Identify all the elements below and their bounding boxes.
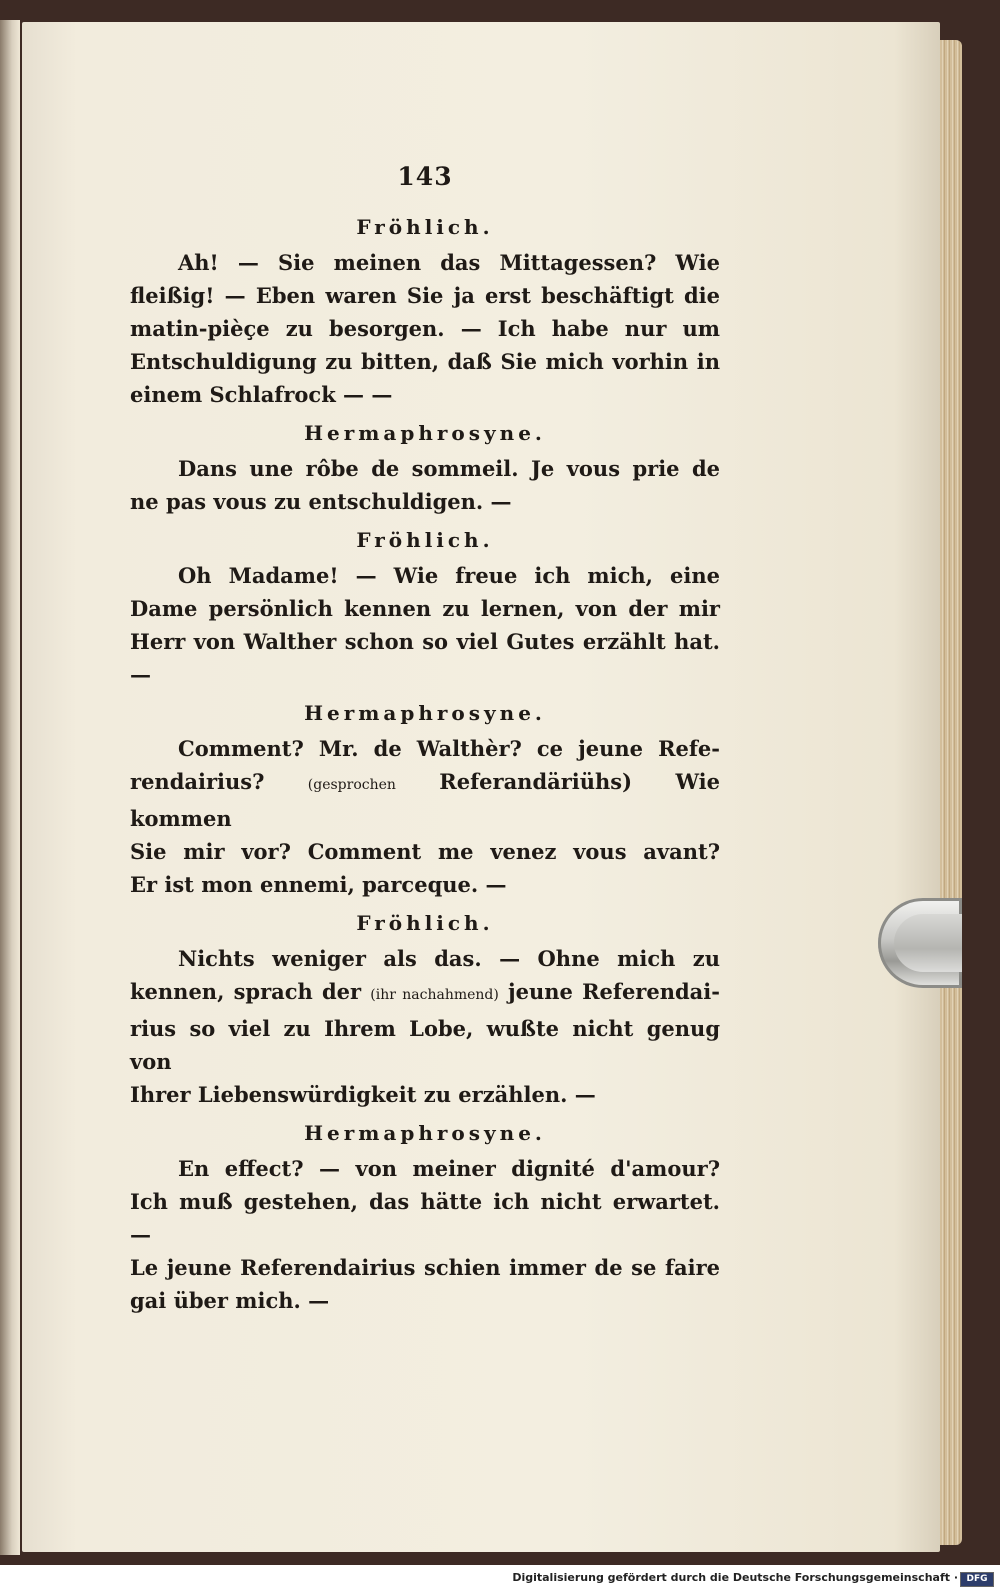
text-line: Er ist mon ennemi, parceque. — — [130, 872, 507, 897]
dialogue-paragraph — [130, 732, 720, 901]
dialogue-paragraph — [130, 1152, 720, 1317]
text-line: Herr von Walther schon so viel Gutes erzählt hat. — — [130, 629, 720, 687]
text-line: Dame persönlich kennen zu lernen, von der mir — [130, 596, 720, 621]
text-line: Sie mir vor? Comment me venez vous avant? — [130, 839, 720, 864]
text-line: matin-pièçe zu besorgen. — Ich habe nur um — [130, 316, 720, 341]
dialogue-paragraph — [130, 559, 720, 691]
speaker-name: Hermaphrosyne. — [304, 1121, 546, 1145]
footer — [0, 1569, 1000, 1589]
dialogue-paragraph — [130, 452, 720, 518]
text-line: fleißig! — Eben waren Sie ja erst beschäftigt die — [130, 283, 720, 308]
page-number: 143 — [397, 162, 453, 191]
text-line: Oh Madame! — Wie freue ich mich, eine — [178, 563, 720, 588]
speaker-name: Fröhlich. — [356, 911, 494, 935]
text-line: Ich muß gestehen, das hätte ich nicht erwartet. — — [130, 1189, 720, 1247]
text-line: En effect? — von meiner dignité d'amour? — [178, 1156, 720, 1181]
speaker-name: Fröhlich. — [356, 528, 494, 552]
funding-notice: Digitalisierung gefördert durch die Deutsche Forschungsgemeinschaft · — [512, 1571, 958, 1584]
text-line: Dans une rôbe de sommeil. Je vous prie de — [178, 456, 720, 481]
text-line: kennen, sprach der (ihr nachahmend) jeune Referendai- — [130, 979, 720, 1004]
text-line: Comment? Mr. de Walthèr? ce jeune Refe- — [178, 736, 720, 761]
text-line: gai über mich. — — [130, 1288, 330, 1313]
page-text — [130, 160, 720, 1323]
dialogue-paragraph — [130, 246, 720, 411]
text-line: rendairius? (gesprochen Referandäriühs) Wie kommen — [130, 769, 720, 831]
text-line: Entschuldigung zu bitten, daß Sie mich vorhin in — [130, 349, 720, 374]
text-line: einem Schlafrock — — — [130, 382, 393, 407]
dfg-logo: DFG — [960, 1572, 994, 1587]
text-blocks — [130, 211, 720, 1317]
text-line: ne pas vous zu entschuldigen. — — [130, 489, 512, 514]
facing-page-edge — [0, 20, 20, 1555]
text-line: Ihrer Liebenswürdigkeit zu erzählen. — — [130, 1082, 596, 1107]
text-line: Le jeune Referendairius schien immer de se faire — [130, 1255, 720, 1280]
text-line: Nichts weniger als das. — Ohne mich zu — [178, 946, 720, 971]
page-clip-inner — [894, 914, 962, 972]
speaker-name: Fröhlich. — [356, 215, 494, 239]
text-line: Ah! — Sie meinen das Mittagessen? Wie — [178, 250, 720, 275]
speaker-name: Hermaphrosyne. — [304, 701, 546, 725]
text-line: rius so viel zu Ihrem Lobe, wußte nicht genug von — [130, 1016, 720, 1074]
dialogue-paragraph — [130, 942, 720, 1111]
speaker-name: Hermaphrosyne. — [304, 421, 546, 445]
